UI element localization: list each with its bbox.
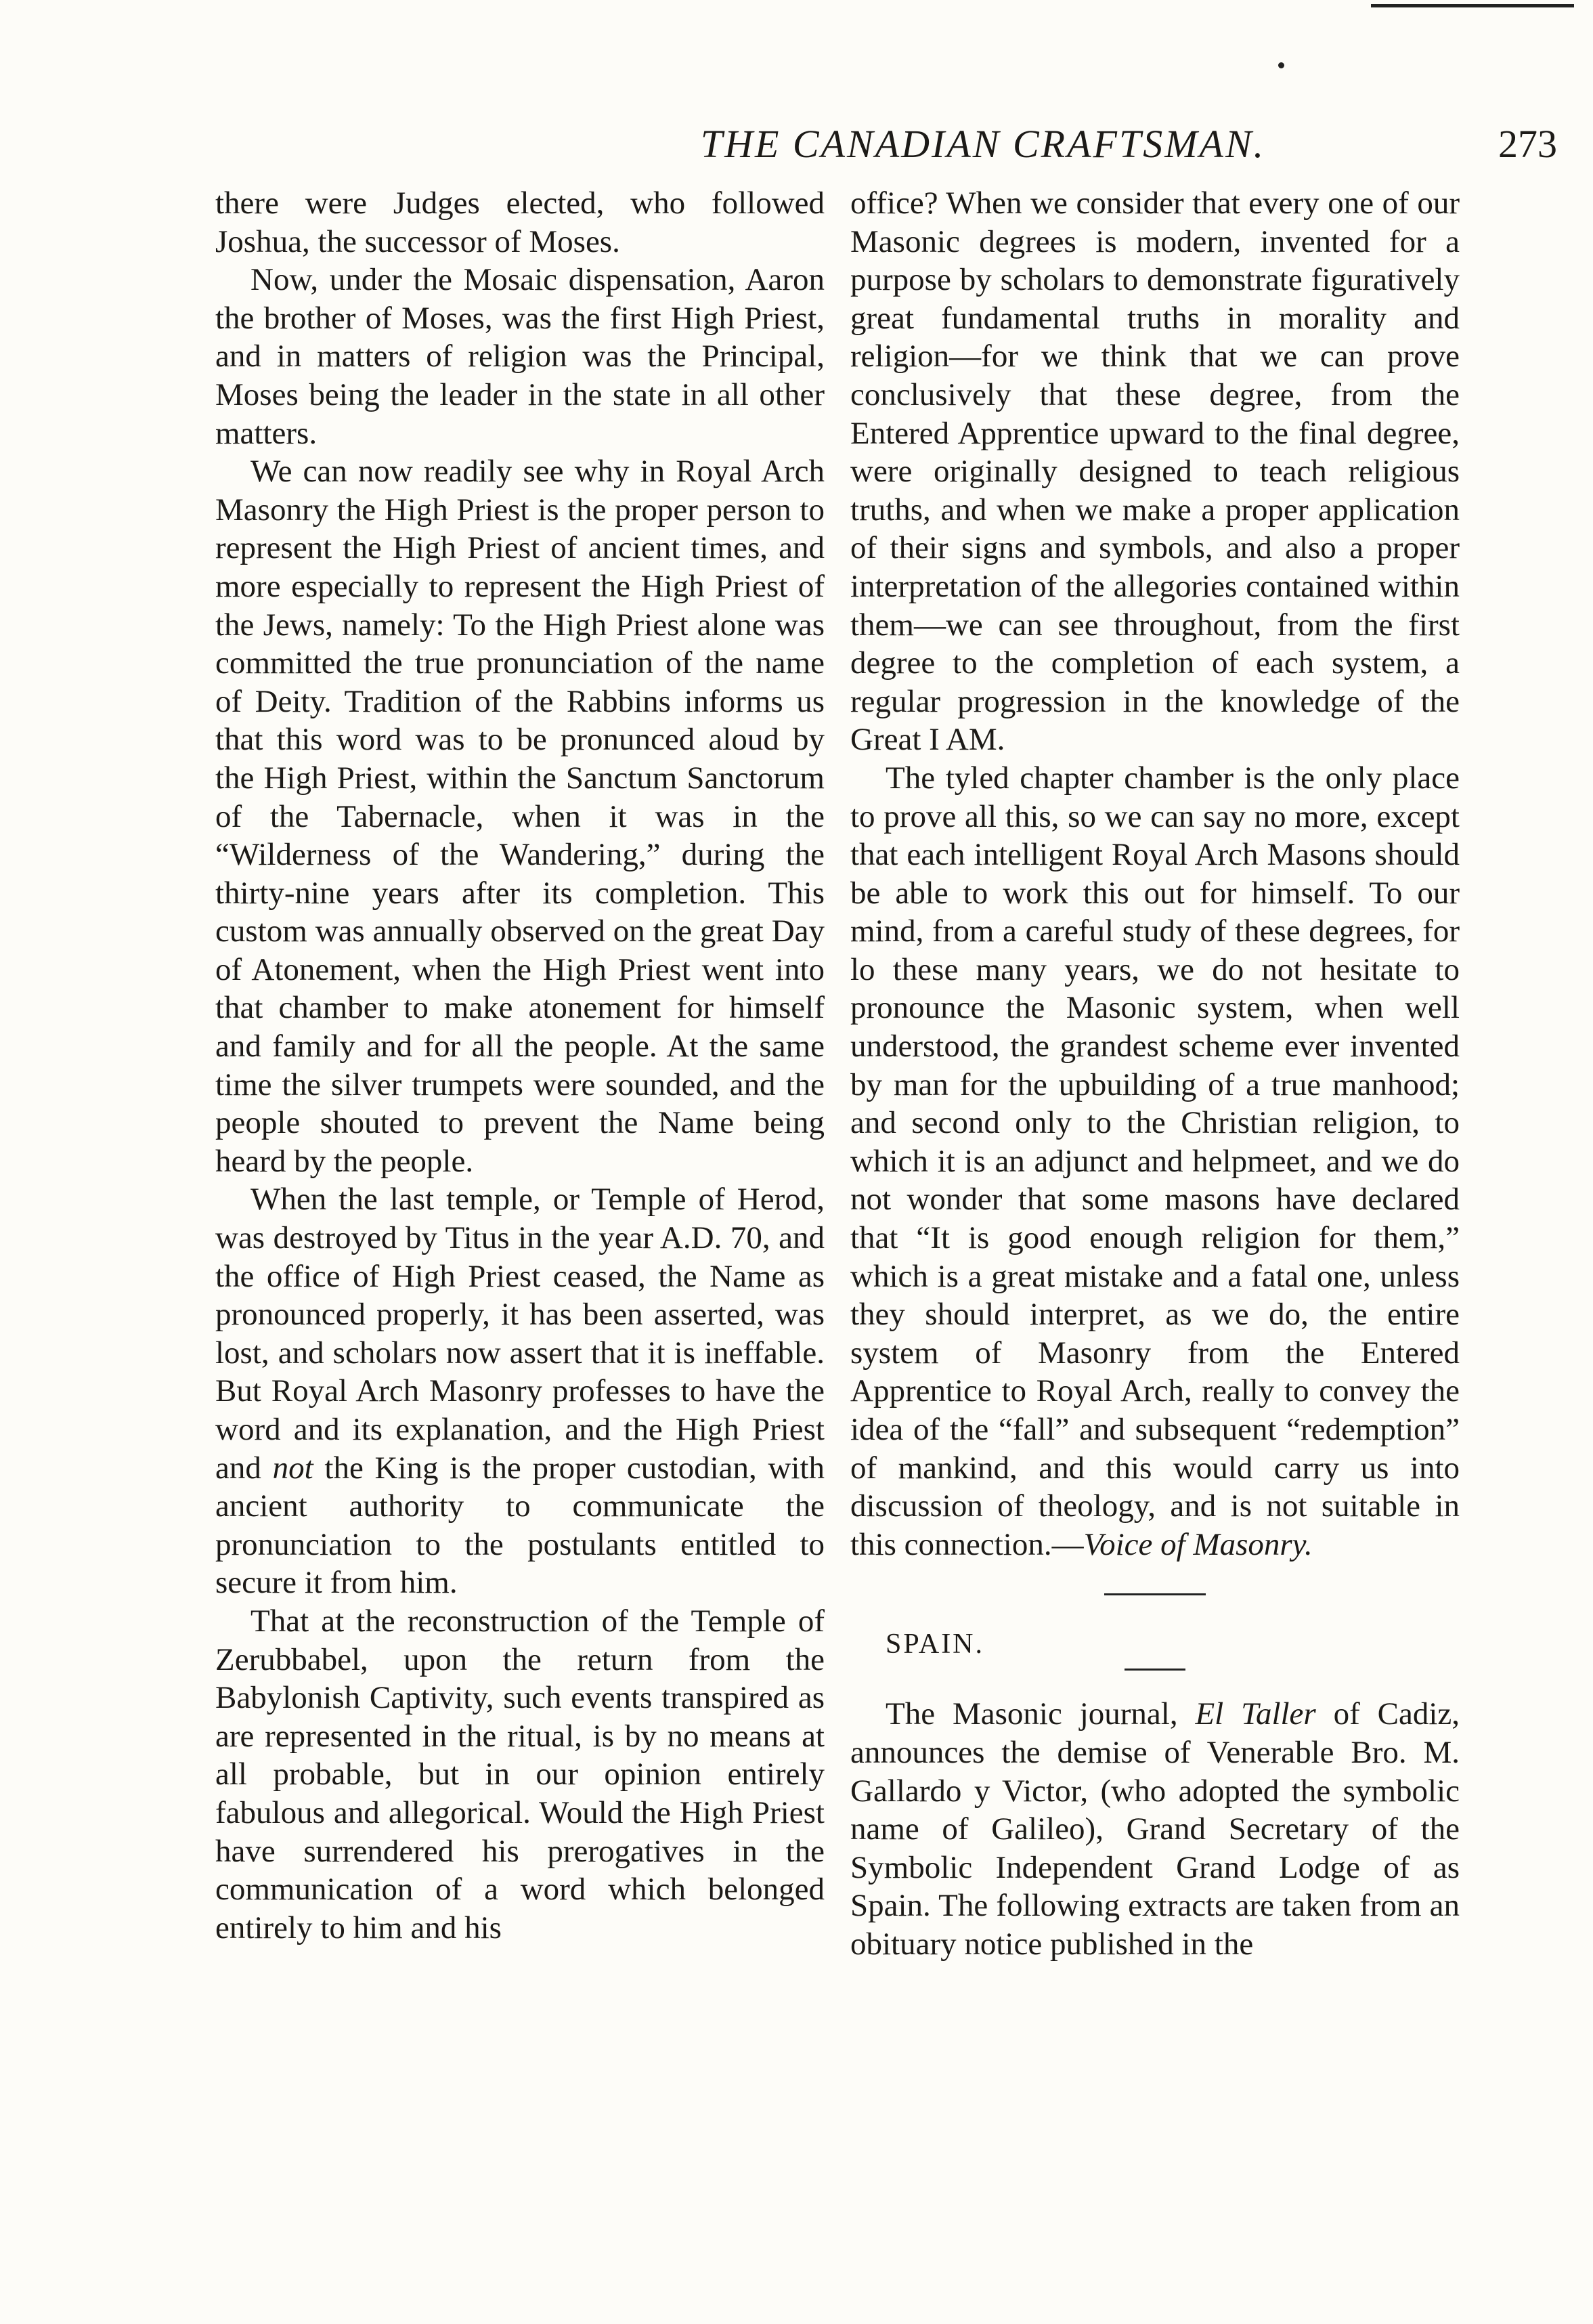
- paragraph: [850, 1695, 1460, 1963]
- paragraph: office? When we consider that every one of our Masonic degrees is modern, invented for a purpose by scholars to demonstrate figuratively great fundamental truths in morality and religion—for we think that we can prove conclusively that these degree, from the Entered Apprentice upward to the final degree, were originally designed to teach religious truths, and when we make a proper application of their signs and symbols, and also a proper interpretation of the allegories contained within them—we can see throughout, from the first degree to the completion of each system, a regular progression in the knowledge of the Great I AM.: [850, 186, 1460, 758]
- ink-dot: [1278, 62, 1284, 68]
- emphasis-text: not: [272, 1450, 313, 1486]
- running-title: THE CANADIAN CRAFTSMAN.: [700, 122, 1266, 166]
- paragraph-text: The tyled chapter chamber is the only place to prove all this, so we can say no more, except that each intelligent Royal Arch Masons should be able to work this out for himself. To our mind, from a careful study of these degrees, for lo these many years, we do not hesitate to pronounce the Masonic system, when well understood, the grandest scheme ever invented by man for the upbuilding of a true manhood; and second only to the Christian religion, to which it is an adjunct and helpmeet, and we do not wonder that some masons have declared that “It is good enough religion for them,” which is a great mistake and a fatal one, unless they should interpret, as we do, the entire system of Masonry from the Entered Apprentice to Royal Arch, really to convey the idea of the “fall” and subsequent “redemption” of mankind, and this would carry us into discussion of theology, and is not suitable in this connection.—: [850, 760, 1460, 1562]
- paragraph: [215, 1180, 825, 1602]
- paragraph-text: The Masonic journal,: [886, 1696, 1178, 1732]
- paragraph: Now, under the Mosaic dispensation, Aaron the brother of Moses, was the first High Priest, and in matters of religion was the Principal, Moses being the leader in the state in all other matters.: [215, 262, 825, 451]
- page-number: 273: [1498, 122, 1557, 166]
- heading-underline: [1125, 1669, 1185, 1671]
- section-heading: SPAIN.: [886, 1629, 985, 1660]
- emphasis-text: El Taller: [1195, 1696, 1316, 1732]
- paragraph: there were Judges elected, who followed Joshua, the successor of Moses.: [215, 186, 825, 259]
- paragraph: That at the reconstruction of the Temple of Zerubbabel, upon the return from the Babylonish Captivity, such events transpired as are represented in the ritual, is by no means at all probable, but in our opinion entirely fabulous and allegorical. Would the High Priest have surrendered his prerogatives in the communication of a word which belonged entirely to him and his: [215, 1603, 825, 1945]
- paragraph: We can now readily see why in Royal Arch Masonry the High Priest is the proper person to represent the High Priest of ancient times, and more especially to represent the High Priest of the Jews, namely: To the High Priest alone was committed the true pronunciation of the name of Deity. Tradition of the Rabbins informs us that this word was to be pronunced aloud by the High Priest, within the Sanctum Sanctorum of the Tabernacle, when it was in the “Wilderness of the Wandering,” during the thirty-nine years after its completion. This custom was annually observed on the great Day of Atonement, when the High Priest went into that chamber to make atonement for himself and family and for all the people. At the same time the silver trumpets were sounded, and the people shouted to prevent the Name being heard by the people.: [215, 454, 825, 1179]
- right-column: [850, 184, 1460, 1964]
- left-column: [215, 184, 825, 1947]
- paragraph: [850, 759, 1460, 1564]
- paragraph-text: of Cadiz, announces the demise of Venerable Bro. M. Gallardo y Victor, (who adopted the symbolic name of Galileo), Grand Secretary of the Symbolic Independent Grand Lodge of as Spain. The following extracts are taken from an obituary notice published in the: [850, 1696, 1460, 1962]
- top-edge-rule: [1371, 4, 1574, 7]
- page-header: [203, 114, 1557, 175]
- paragraph-text: When the last temple, or Temple of Herod, was destroyed by Titus in the year A.D. 70, and the office of High Priest ceased, the Name as pronounced properly, it has been asserted, was lost, and scholars now assert that it is ineffable. But Royal Arch Masonry professes to have the word and its explanation, and the High Priest and: [215, 1182, 825, 1486]
- paragraph-text: the King is the proper custodian, with ancient authority to communicate the pronunciation to the postulants entitled to secure it from him.: [215, 1450, 825, 1601]
- citation-source: Voice of Masonry.: [1083, 1526, 1313, 1562]
- section-divider: [1104, 1593, 1206, 1595]
